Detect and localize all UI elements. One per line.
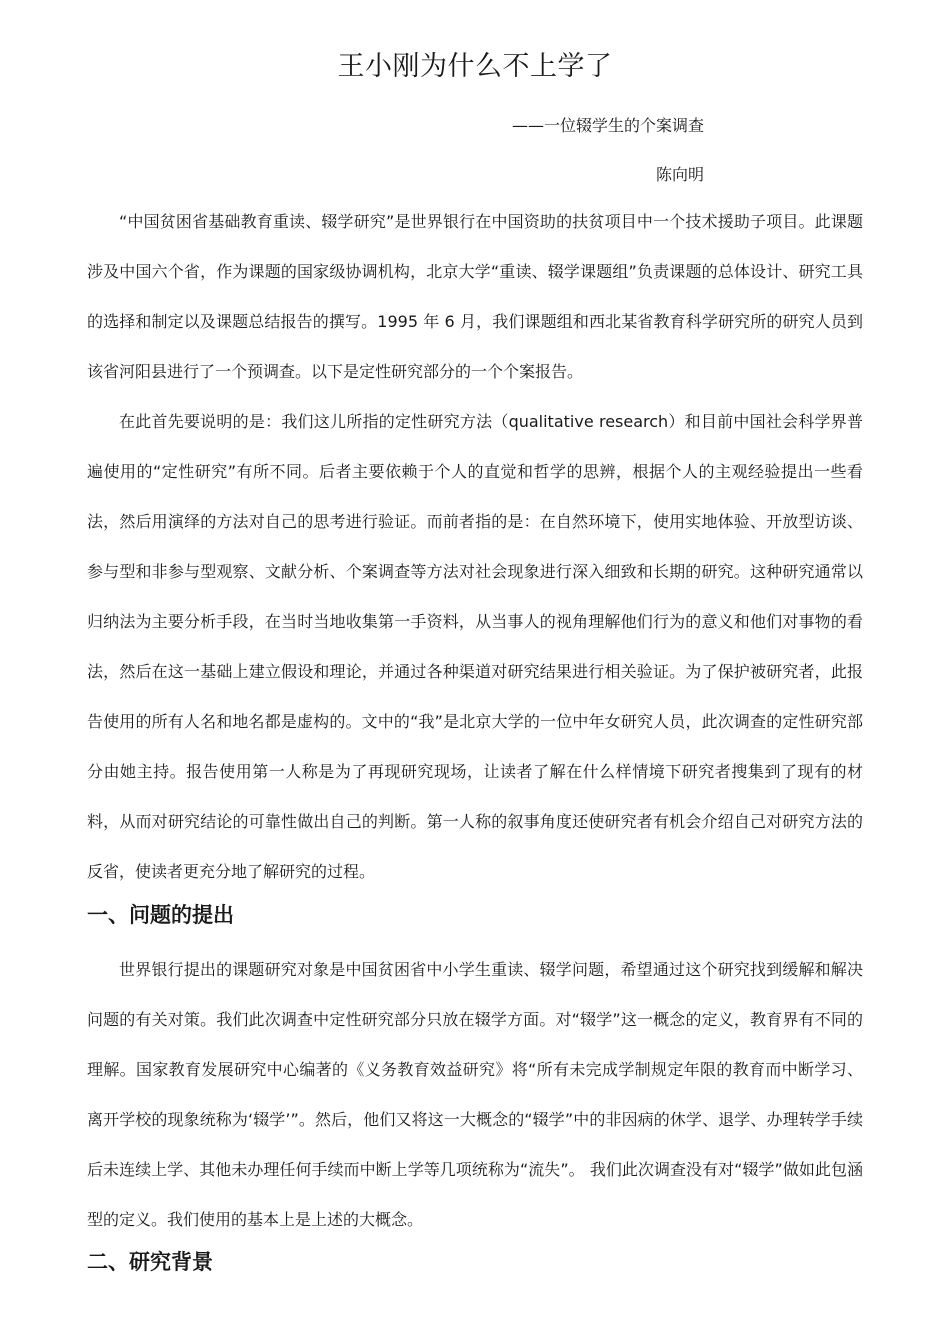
intro-block-1	[87, 197, 863, 397]
document-title: 王小刚为什么不上学了	[337, 51, 613, 82]
section-heading-1: 一、问题的提出	[87, 903, 234, 927]
document-subtitle: ——一位辍学生的个案调查	[512, 116, 705, 135]
intro-paragraph-2: 在此首先要说明的是：我们这儿所指的定性研究方法（qualitative research）和目前中国社会科学界普遍使用的“定性研究”有所不同。后者主要依赖于个人的直觉和哲学的思辨，根据个人的主观经验提出一些看法，然后用演绎的方法对自己的思考进行验证。而前者指的是：在自然环境下，使用实地体验、开放型访谈、参与型和非参与型观察、文献分析、个案调查等方法对社会现象进行深入细致和长期的研究。这种研究通常以归纳法为主要分析手段，在当时当地收集第一手资料，从当事人的视角理解他们行为的意义和他们对事物的看法，然后在这一基础上建立假设和理论，并通过各种渠道对研究结果进行相关验证。为了保护被研究者，此报告使用的所有人名和地名都是虚构的。文中的“我”是北京大学的一位中年女研究人员，此次调查的定性研究部分由她主持。报告使用第一人称是为了再现研究现场，让读者了解在什么样情境下研究者搜集到了现有的材料，从而对研究结论的可靠性做出自己的判断。第一人称的叙事角度还使研究者有机会介绍自己对研究方法的反省，使读者更充分地了解研究的过程。	[87, 412, 863, 881]
section1-paragraph: 世界银行提出的课题研究对象是中国贫困省中小学生重读、辍学问题，希望通过这个研究找到缓解和解决问题的有关对策。我们此次调查中定性研究部分只放在辍学方面。对“辍学”这一概念的定义，教育界有不同的理解。国家教育发展研究中心编著的《义务教育效益研究》将“所有未完成学制规定年限的教育而中断学习、离开学校的现象统称为‘辍学’”。然后，他们又将这一大概念的“辍学”中的非因病的休学、退学、办理转学手续后未连续上学、其他未办理任何手续而中断上学等几项统称为“流失”。 我们此次调查没有对“辍学”做如此包涵型的定义。我们使用的基本上是上述的大概念。	[87, 960, 863, 1229]
intro-paragraph-1: “中国贫困省基础教育重读、辍学研究”是世界银行在中国资助的扶贫项目中一个技术援助子项目。此课题涉及中国六个省，作为课题的国家级协调机构，北京大学“重读、辍学课题组”负责课题的总体设计、研究工具的选择和制定以及课题总结报告的撰写。1995 年 6 月，我们课题组和西北某省教育科学研究所的研究人员到该省河阳县进行了一个预调查。以下是定性研究部分的一个个案报告。	[87, 212, 863, 381]
section1-block	[87, 945, 863, 1245]
document-author: 陈向明	[656, 165, 705, 184]
section-heading-2: 二、研究背景	[87, 1250, 213, 1274]
intro-block-2	[87, 397, 863, 897]
